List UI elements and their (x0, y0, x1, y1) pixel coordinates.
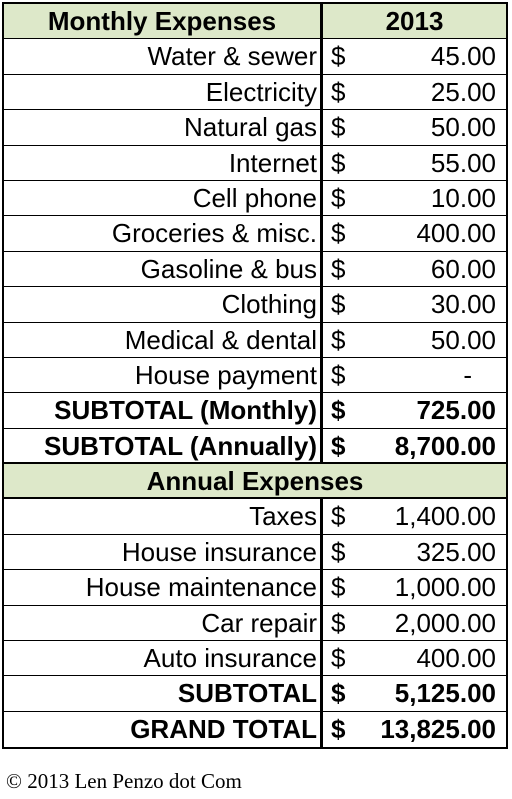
expense-row (4, 570, 506, 605)
expense-label: Car repair (4, 606, 323, 640)
expense-row (4, 110, 506, 145)
expense-label: House maintenance (4, 570, 323, 604)
expense-label: Natural gas (4, 110, 323, 144)
subtotal-annually-label: SUBTOTAL (Annually) (4, 429, 323, 462)
subtotal-annual-amount: 5,125.00 (394, 678, 496, 709)
currency-symbol: $ (331, 536, 346, 567)
header-title: Monthly Expenses (4, 4, 323, 38)
grand-total-label: GRAND TOTAL (4, 712, 323, 747)
expense-amount: 1,000.00 (394, 572, 496, 603)
expense-amount: 30.00 (430, 289, 496, 320)
currency-symbol: $ (331, 430, 346, 461)
expense-row (4, 606, 506, 641)
expense-row (4, 216, 506, 251)
expense-label: Groceries & misc. (4, 216, 323, 250)
currency-symbol: $ (331, 182, 346, 213)
expense-table (2, 2, 508, 749)
expense-amount: - (463, 359, 472, 390)
expense-label: Taxes (4, 499, 323, 533)
expense-label: Electricity (4, 75, 323, 109)
expense-label: Medical & dental (4, 323, 323, 357)
subtotal-annually-row (4, 429, 506, 464)
expense-row (4, 358, 506, 393)
copyright-footer: © 2013 Len Penzo dot Com (6, 769, 242, 793)
currency-symbol: $ (331, 218, 346, 249)
expense-label: Clothing (4, 287, 323, 321)
expense-row (4, 146, 506, 181)
expense-label: House payment (4, 358, 323, 392)
currency-symbol: $ (331, 643, 346, 674)
currency-symbol: $ (331, 607, 346, 638)
expense-amount: 50.00 (430, 324, 496, 355)
expense-row (4, 252, 506, 287)
expense-row (4, 535, 506, 570)
expense-amount: 25.00 (430, 76, 496, 107)
expense-amount: 45.00 (430, 41, 496, 72)
subtotal-annually-amount: 8,700.00 (394, 430, 496, 461)
expense-row (4, 499, 506, 534)
annual-section-title: Annual Expenses (4, 464, 506, 497)
expense-amount: 1,400.00 (394, 501, 496, 532)
expense-amount: 400.00 (416, 643, 496, 674)
expense-row (4, 287, 506, 322)
subtotal-annual-row (4, 676, 506, 711)
expense-amount: 50.00 (430, 112, 496, 143)
expense-amount: 2,000.00 (394, 607, 496, 638)
currency-symbol: $ (331, 76, 346, 107)
expense-label: Water & sewer (4, 39, 323, 73)
expense-row (4, 75, 506, 110)
expense-amount: 400.00 (416, 218, 496, 249)
currency-symbol: $ (331, 112, 346, 143)
subtotal-monthly-amount: 725.00 (416, 395, 496, 426)
currency-symbol: $ (331, 253, 346, 284)
currency-symbol: $ (331, 713, 346, 744)
grand-total-row (4, 712, 506, 747)
currency-symbol: $ (331, 501, 346, 532)
subtotal-monthly-row (4, 393, 506, 428)
currency-symbol: $ (331, 359, 346, 390)
currency-symbol: $ (331, 324, 346, 355)
expense-label: Internet (4, 146, 323, 180)
header-year: 2013 (385, 6, 444, 36)
expense-row (4, 181, 506, 216)
expense-label: Gasoline & bus (4, 252, 323, 286)
expense-label: Auto insurance (4, 641, 323, 675)
grand-total-amount: 13,825.00 (380, 713, 496, 744)
currency-symbol: $ (331, 147, 346, 178)
expense-row (4, 641, 506, 676)
currency-symbol: $ (331, 289, 346, 320)
currency-symbol: $ (331, 678, 346, 709)
expense-label: House insurance (4, 535, 323, 569)
annual-section-header (4, 464, 506, 499)
subtotal-annual-label: SUBTOTAL (4, 676, 323, 710)
expense-amount: 55.00 (430, 147, 496, 178)
currency-symbol: $ (331, 395, 346, 426)
currency-symbol: $ (331, 572, 346, 603)
expense-amount: 10.00 (430, 182, 496, 213)
expense-row (4, 39, 506, 74)
currency-symbol: $ (331, 41, 346, 72)
subtotal-monthly-label: SUBTOTAL (Monthly) (4, 393, 323, 427)
expense-label: Cell phone (4, 181, 323, 215)
expense-row (4, 323, 506, 358)
expense-amount: 325.00 (416, 536, 496, 567)
expense-amount: 60.00 (430, 253, 496, 284)
table-header-row (4, 4, 506, 39)
